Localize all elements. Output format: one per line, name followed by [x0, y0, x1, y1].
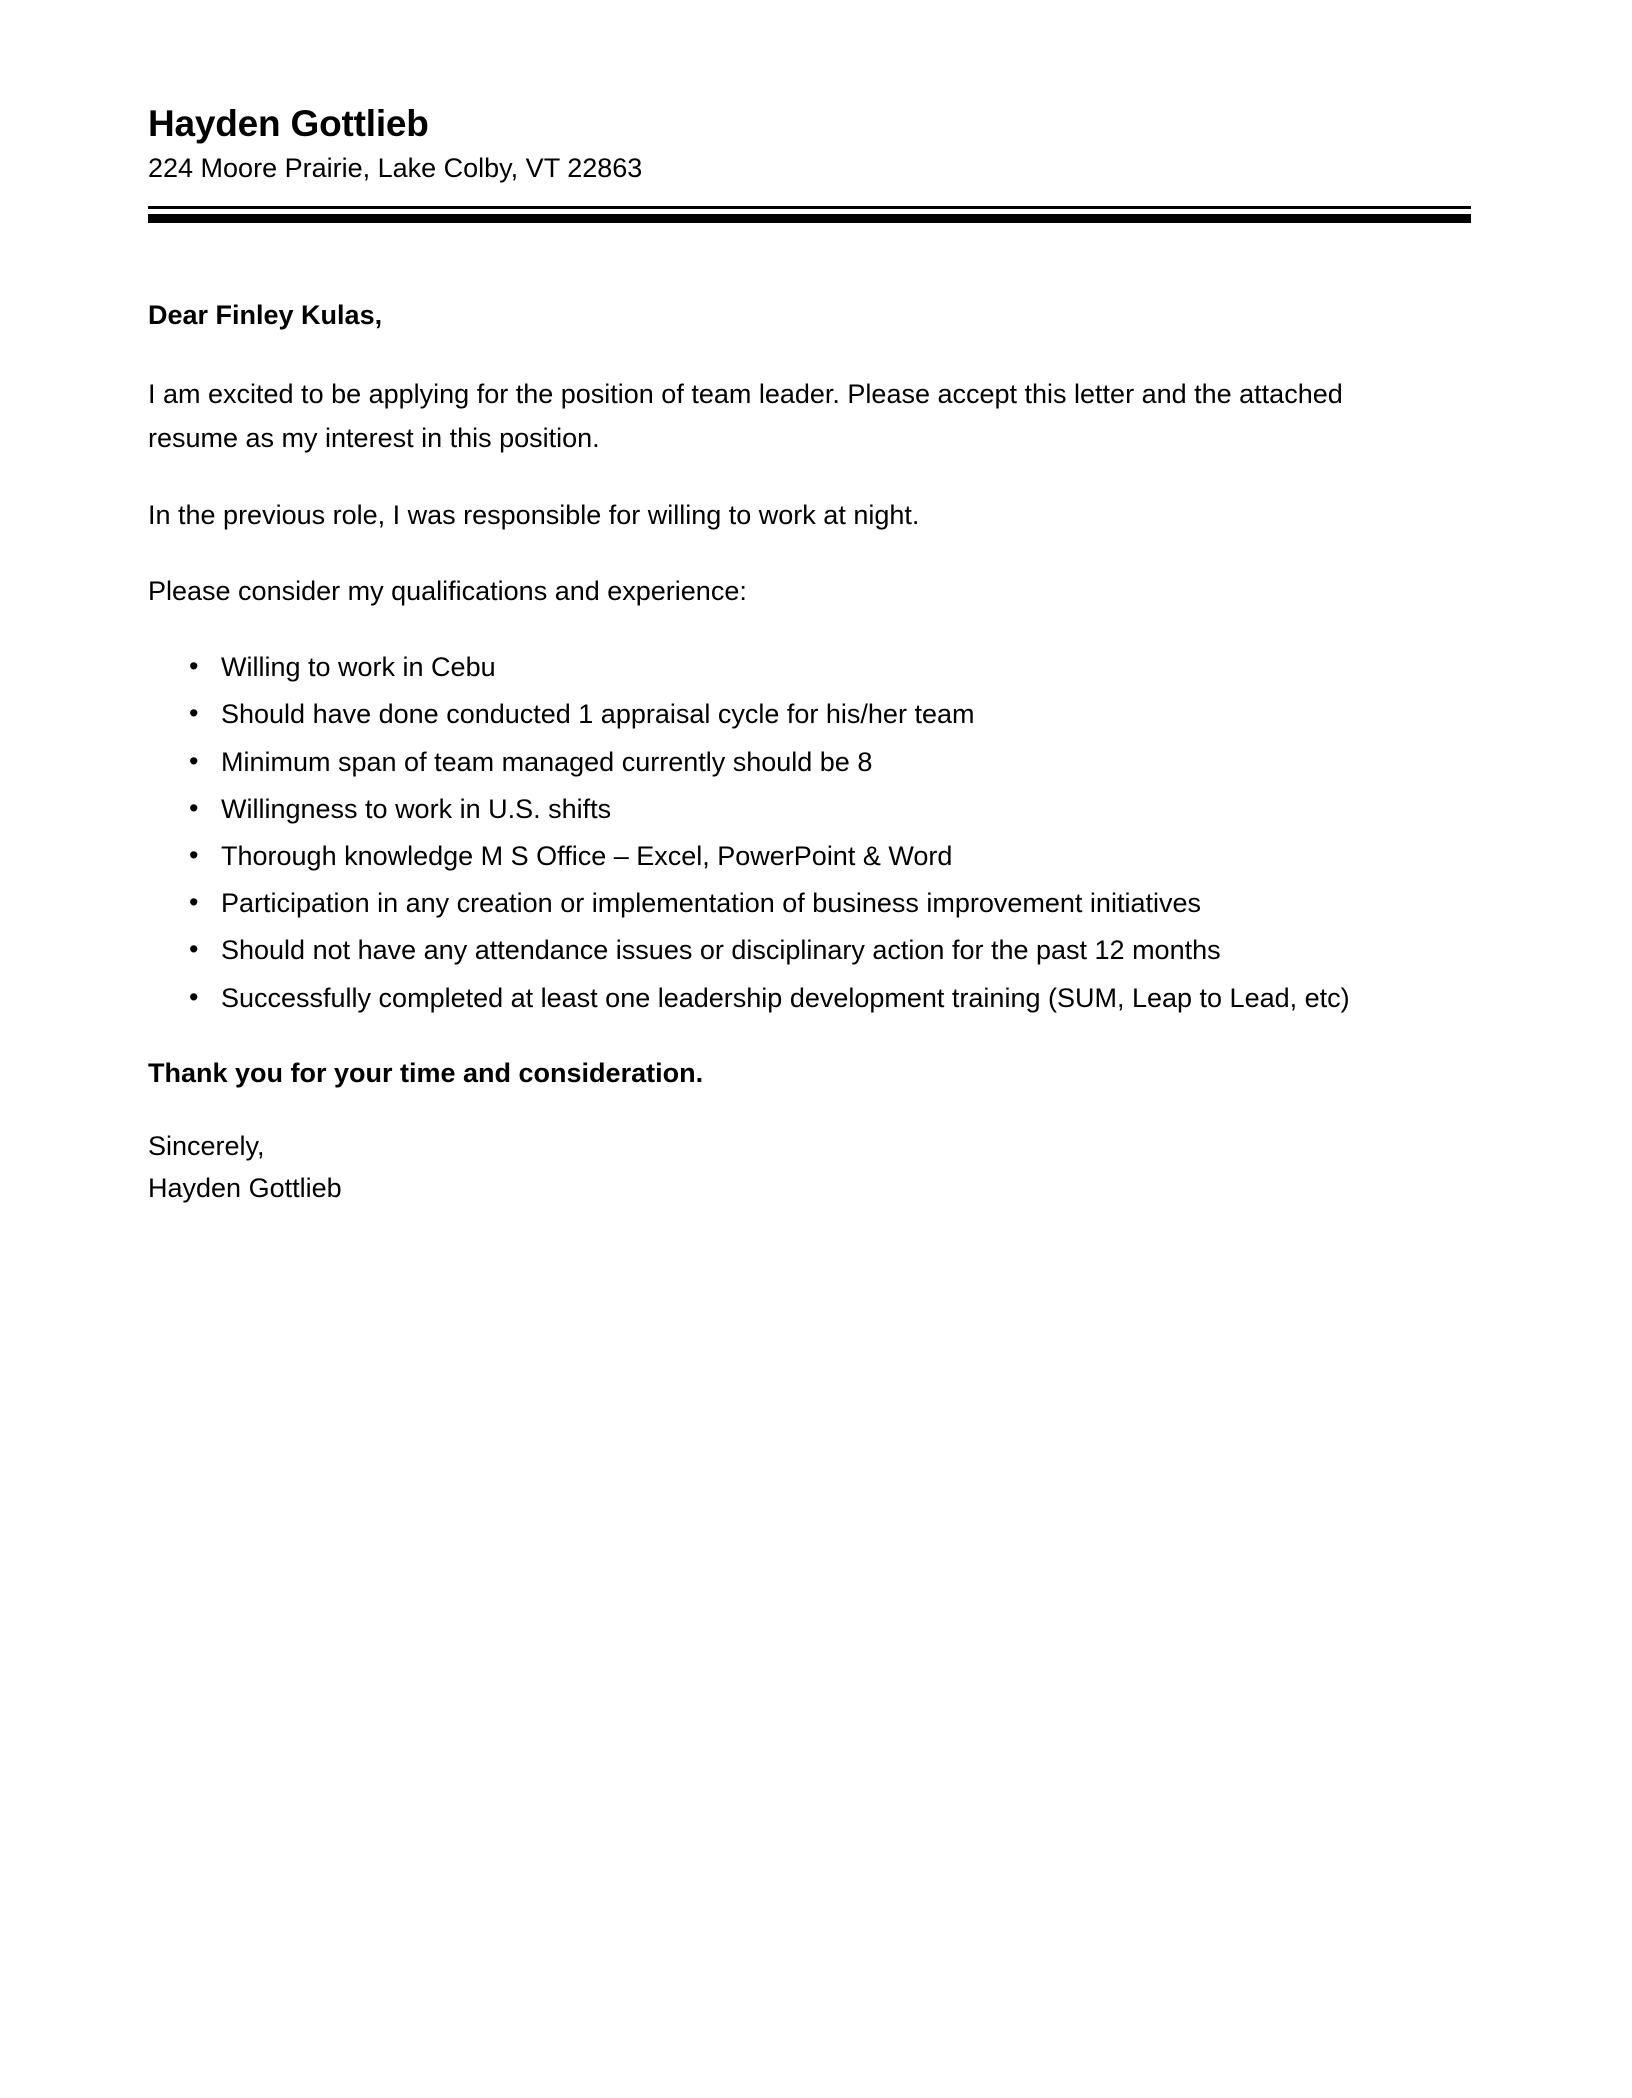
list-item: • Should not have any attendance issues or disciplinary action for the past 12 months [183, 930, 1484, 970]
list-item: • Participation in any creation or implementation of business improvement initiatives [183, 883, 1484, 923]
list-item: • Willing to work in Cebu [183, 647, 1484, 687]
signoff-name: Hayden Gottlieb [148, 1172, 342, 1203]
sender-address: 224 Moore Prairie, Lake Colby, VT 22863 [148, 152, 643, 183]
divider-thick-line [148, 214, 1471, 223]
letterhead [148, 0, 1484, 223]
qualifications-list [148, 647, 1484, 1018]
signature-block [148, 1126, 1484, 1210]
list-item: • Minimum span of team managed currently should be 8 [183, 742, 1484, 782]
list-item: • Successfully completed at least one leadership development training (SUM, Leap to Lead, etc) [183, 978, 1484, 1018]
signoff-closing: Sincerely, [148, 1131, 265, 1162]
sender-name: Hayden Gottlieb [148, 103, 429, 144]
body-paragraph-intro: I am excited to be applying for the position of team leader. Please accept this letter and the attached resume as my interest in this position. [148, 379, 1343, 453]
salutation: Dear Finley Kulas, [148, 300, 383, 331]
document-content [148, 0, 1484, 1210]
closing-thanks: Thank you for your time and consideration. [148, 1057, 704, 1088]
header-divider [148, 206, 1471, 223]
body-paragraph-qualifications-intro: Please consider my qualifications and experience: [148, 576, 747, 607]
list-item: • Thorough knowledge M S Office – Excel, PowerPoint & Word [183, 836, 1484, 876]
body-paragraph-previous-role: In the previous role, I was responsible for willing to work at night. [148, 499, 920, 530]
letter-body [148, 223, 1484, 1209]
list-item: • Should have done conducted 1 appraisal cycle for his/her team [183, 694, 1484, 734]
list-item: • Willingness to work in U.S. shifts [183, 789, 1484, 829]
